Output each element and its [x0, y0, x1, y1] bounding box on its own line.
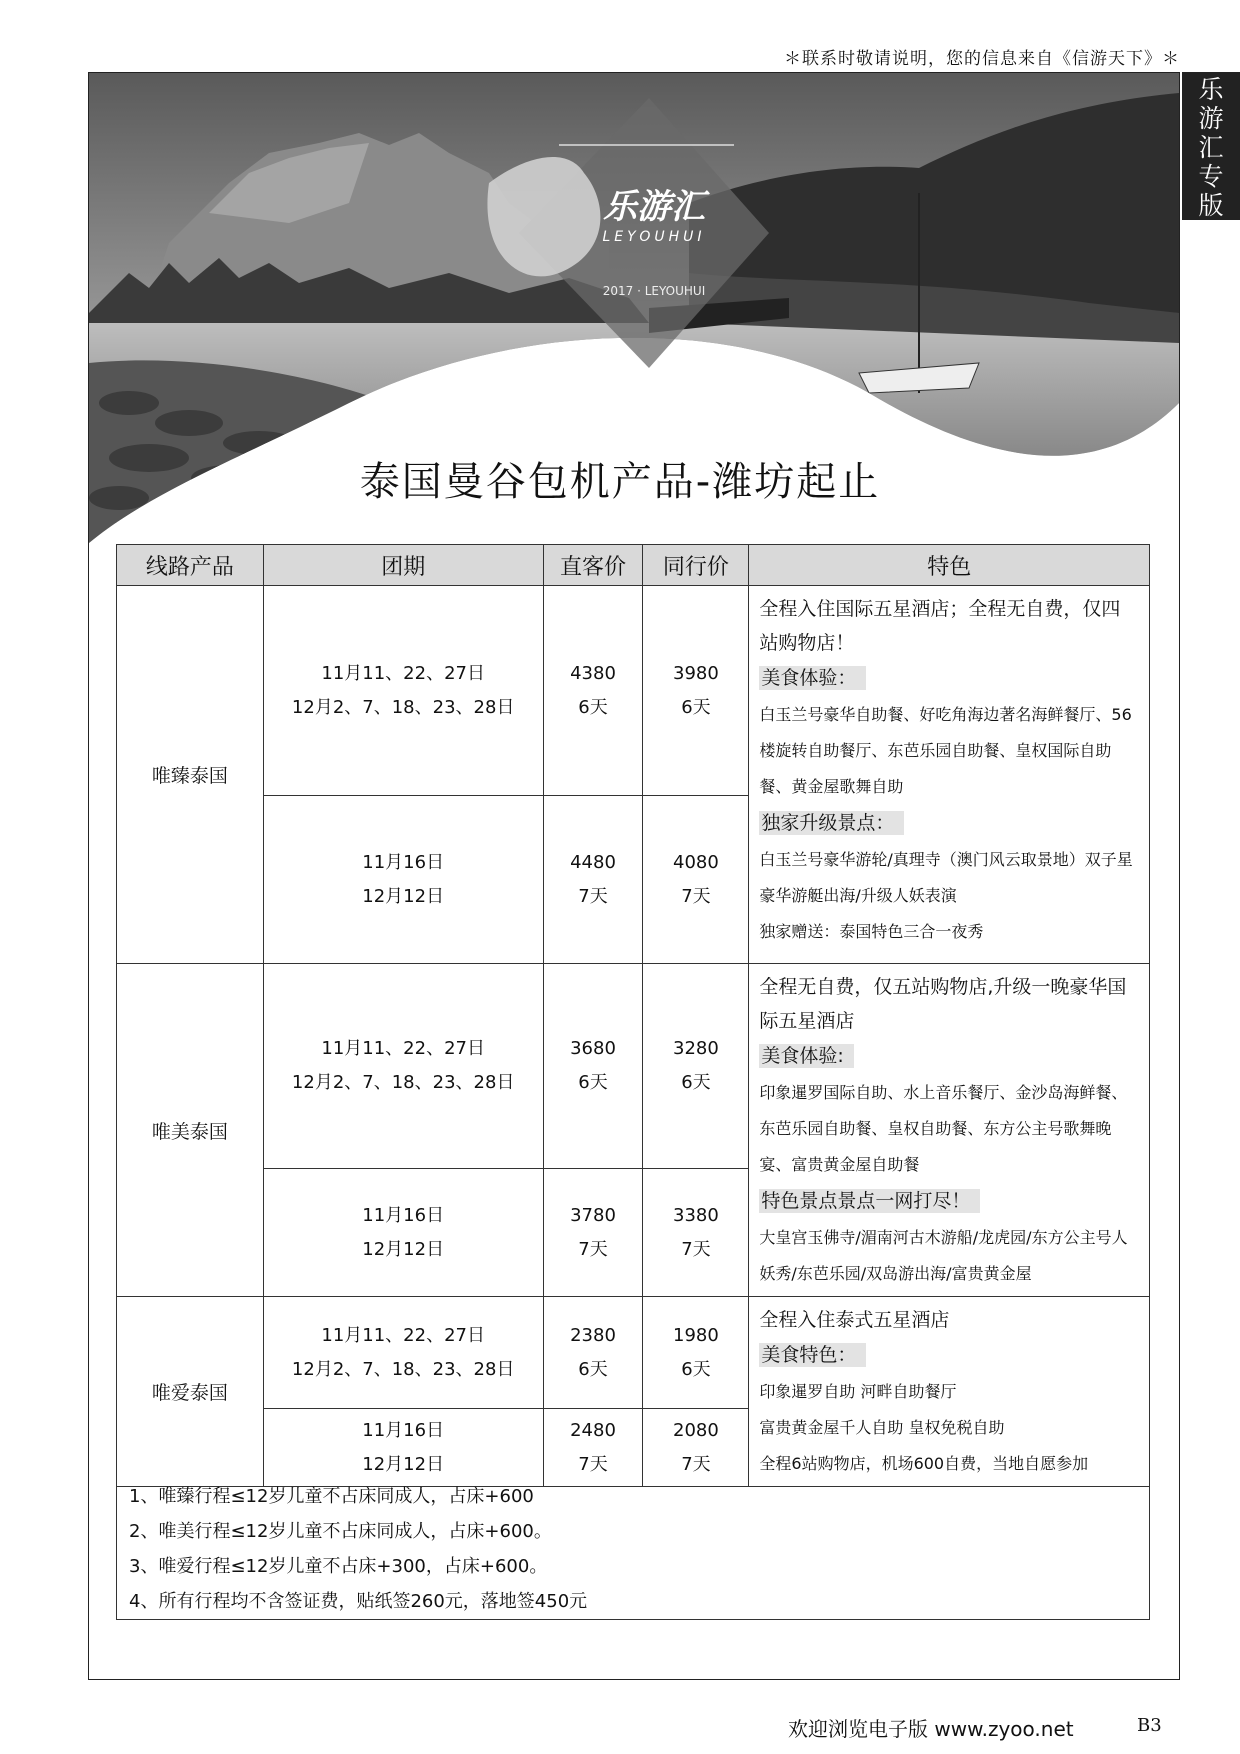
- side-tab: [1182, 72, 1240, 220]
- feature-heading: 美食体验:: [759, 1044, 853, 1068]
- feature-heading: 特色景点景点一网打尽！: [759, 1189, 980, 1213]
- duration: 7天: [681, 1453, 711, 1475]
- page-title: 泰国曼谷包机产品-潍坊起止: [359, 459, 881, 505]
- price-value: 3780: [570, 1204, 616, 1226]
- note-line: 2、唯美行程≤12岁儿童不占床同成人，占床+600。: [129, 1521, 552, 1542]
- date-line: 12月2、7、18、23、28日: [291, 1072, 515, 1094]
- date-line: 12月2、7、18、23、28日: [291, 1358, 515, 1380]
- header-route: 线路产品: [117, 545, 264, 586]
- feature-text: 富贵黄金屋千人自助 皇权免税自助: [759, 1418, 1005, 1437]
- date-line: 12月12日: [362, 1238, 445, 1260]
- feature-text: 白玉兰号豪华自助餐、好吃角海边著名海鲜餐厅、56楼旋转自助餐厅、东芭乐园自助餐、皇权国际自助餐、黄金屋歌舞自助: [759, 705, 1132, 796]
- header-features: 特色: [749, 545, 1150, 586]
- dates-cell: [263, 1169, 543, 1297]
- feature-text: 全程6站购物店，机场600自费，当地自愿参加: [759, 1454, 1089, 1473]
- price-value: 4380: [570, 662, 616, 684]
- date-line: 12月12日: [362, 1453, 445, 1475]
- features-cell: [749, 586, 1150, 964]
- features-cell: [749, 1297, 1150, 1487]
- date-line: 11月16日: [362, 851, 445, 873]
- side-tab-char: 乐: [1198, 75, 1224, 104]
- note-line: 3、唯爱行程≤12岁儿童不占床+300，占床+600。: [129, 1556, 548, 1577]
- peer-price-cell: [643, 1169, 749, 1297]
- duration: 6天: [681, 696, 711, 718]
- table-row: [117, 1297, 1150, 1409]
- peer-price-cell: [643, 964, 749, 1169]
- side-tab-char: 版: [1198, 191, 1224, 220]
- feature-heading: 美食体验：: [759, 666, 866, 690]
- direct-price-cell: [543, 586, 643, 796]
- duration: 6天: [681, 1072, 711, 1094]
- product-table: [116, 544, 1150, 1487]
- header-direct-price: 直客价: [543, 545, 643, 586]
- duration: 7天: [578, 1453, 608, 1475]
- price-value: 3380: [673, 1204, 719, 1226]
- feature-intro: 全程无自费，仅五站购物店,升级一晚豪华国际五星酒店: [759, 976, 1127, 1032]
- source-note: ＊联系时敬请说明，您的信息来自《信游天下》＊: [784, 49, 1180, 69]
- price-value: 2080: [673, 1419, 719, 1441]
- price-value: 3280: [673, 1038, 719, 1060]
- direct-price-cell: [543, 1297, 643, 1409]
- peer-price-cell: [643, 1297, 749, 1409]
- dates-cell: [263, 964, 543, 1169]
- route-name: 唯爱泰国: [117, 1297, 264, 1487]
- side-tab-char: 专: [1198, 162, 1224, 191]
- features-cell: [749, 964, 1150, 1297]
- feature-text: 独家赠送：泰国特色三合一夜秀: [759, 922, 984, 941]
- feature-heading: 美食特色：: [759, 1343, 866, 1367]
- header-peer-price: 同行价: [643, 545, 749, 586]
- date-line: 12月2、7、18、23、28日: [291, 696, 515, 718]
- dates-cell: [263, 586, 543, 796]
- duration: 7天: [681, 885, 711, 907]
- date-line: 11月16日: [362, 1419, 445, 1441]
- price-value: 2380: [570, 1324, 616, 1346]
- route-name: 唯美泰国: [117, 964, 264, 1297]
- route-name: 唯臻泰国: [117, 586, 264, 964]
- feature-heading: 独家升级景点：: [759, 811, 904, 835]
- feature-text: 印象暹罗自助 河畔自助餐厅: [759, 1382, 957, 1401]
- direct-price-cell: [543, 1169, 643, 1297]
- notes-box: [116, 1470, 1150, 1620]
- dates-cell: [263, 1297, 543, 1409]
- note-line: 4、所有行程均不含签证费，贴纸签260元，落地签450元: [129, 1591, 588, 1612]
- side-tab-char: 游: [1198, 104, 1224, 133]
- feature-text: 大皇宫玉佛寺/湄南河古木游船/龙虎园/东方公主号人妖秀/东芭乐园/双岛游出海/富贵黄金屋: [759, 1228, 1128, 1283]
- duration: 6天: [681, 1358, 711, 1380]
- price-value: 1980: [673, 1324, 719, 1346]
- duration: 7天: [578, 1238, 608, 1260]
- peer-price-cell: [643, 586, 749, 796]
- feature-intro: 全程入住国际五星酒店；全程无自费，仅四站购物店！: [759, 598, 1121, 654]
- date-line: 11月16日: [362, 1204, 445, 1226]
- side-tab-char: 汇: [1198, 133, 1224, 162]
- table-row: [117, 586, 1150, 796]
- peer-price-cell: [643, 796, 749, 964]
- price-value: 3680: [570, 1038, 616, 1060]
- duration: 6天: [578, 696, 608, 718]
- price-value: 3980: [673, 662, 719, 684]
- duration: 6天: [578, 1358, 608, 1380]
- date-line: 11月11、22、27日: [321, 662, 485, 684]
- hero-landscape-image: [89, 73, 1179, 593]
- page-number: B3: [1137, 1715, 1162, 1736]
- footer-welcome: 欢迎浏览电子版 www.zyoo.net: [788, 1717, 1074, 1741]
- table-header-row: [117, 545, 1150, 586]
- logo-year: 2017 · LEYOUHUI: [602, 284, 706, 298]
- price-value: 4080: [673, 851, 719, 873]
- duration: 7天: [578, 885, 608, 907]
- feature-text: 印象暹罗国际自助、水上音乐餐厅、金沙岛海鲜餐、东芭乐园自助餐、皇权自助餐、东方公主号歌舞晚宴、富贵黄金屋自助餐: [759, 1083, 1128, 1174]
- direct-price-cell: [543, 796, 643, 964]
- price-value: 4480: [570, 851, 616, 873]
- date-line: 12月12日: [362, 885, 445, 907]
- logo-text: 乐游汇: [603, 187, 705, 227]
- feature-intro: 全程入住泰式五星酒店: [759, 1309, 950, 1331]
- duration: 6天: [578, 1072, 608, 1094]
- date-line: 11月11、22、27日: [321, 1324, 485, 1346]
- note-line: 1、唯臻行程≤12岁儿童不占床同成人，占床+600: [129, 1486, 534, 1507]
- date-line: 11月11、22、27日: [321, 1038, 485, 1060]
- price-value: 2480: [570, 1419, 616, 1441]
- feature-text: 白玉兰号豪华游轮/真理寺（澳门风云取景地）双子星豪华游艇出海/升级人妖表演: [759, 850, 1133, 905]
- dates-cell: [263, 796, 543, 964]
- header-dates: 团期: [263, 545, 543, 586]
- logo-subtitle: LEYOUHUI: [602, 229, 706, 245]
- table-row: [117, 964, 1150, 1169]
- direct-price-cell: [543, 964, 643, 1169]
- duration: 7天: [681, 1238, 711, 1260]
